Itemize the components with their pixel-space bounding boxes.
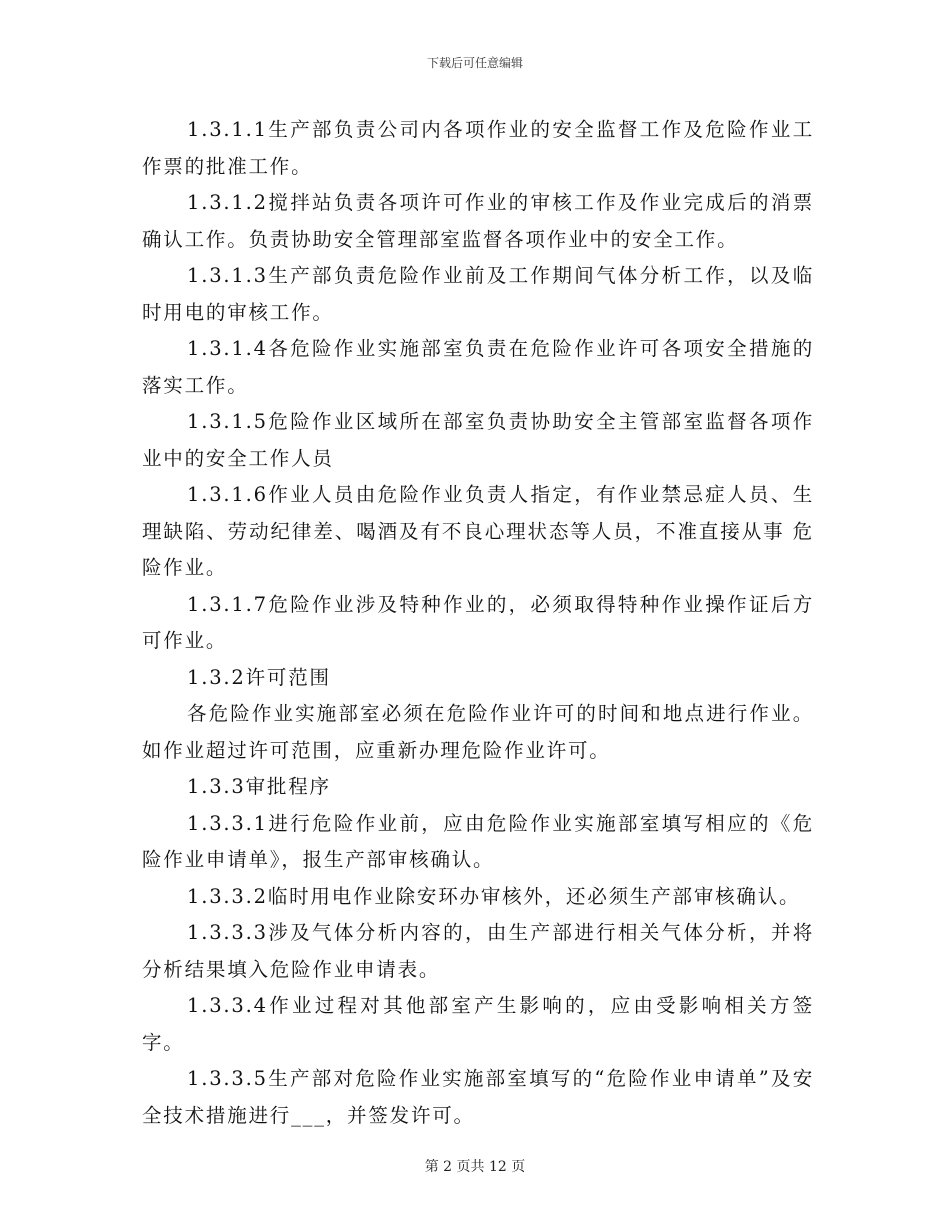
paragraph-1-3-1-1: 1.3.1.1生产部负责公司内各项作业的安全监督工作及危险作业工作票的批准工作。	[142, 118, 814, 178]
page-header: 下载后可任意编辑	[426, 56, 523, 70]
paragraph-1-3-3-4: 1.3.3.4作业过程对其他部室产生影响的，应由受影响相关方签字。	[142, 994, 814, 1054]
paragraph-1-3-1-4: 1.3.1.4各危险作业实施部室负责在危险作业许可各项安全措施的落实工作。	[142, 337, 814, 397]
section-heading-1-3-2: 1.3.2许可范围	[187, 665, 331, 689]
document-body	[142, 112, 814, 1134]
paragraph-1-3-1-5: 1.3.1.5危险作业区域所在部室负责协助安全主管部室监督各项作业中的安全工作人员	[142, 410, 814, 470]
paragraph-1-3-3-2: 1.3.3.2临时用电作业除安环办审核外，还必须生产部审核确认。	[187, 884, 801, 908]
page-number-footer: 第 2 页共 12 页	[424, 1159, 526, 1175]
paragraph-1-3-3-3: 1.3.3.3涉及气体分析内容的，由生产部进行相关气体分析，并将分析结果填入危险作业申请表。	[142, 921, 814, 981]
paragraph-permit-scope: 各危险作业实施部室必须在危险作业许可的时间和地点进行作业。如作业超过许可范围，应重新办理危险作业许可。	[142, 702, 814, 762]
paragraph-1-3-1-3: 1.3.1.3生产部负责危险作业前及工作期间气体分析工作，以及临时用电的审核工作。	[142, 264, 814, 324]
paragraph-1-3-1-7: 1.3.1.7危险作业涉及特种作业的，必须取得特种作业操作证后方可作业。	[142, 592, 814, 652]
paragraph-1-3-3-5: 1.3.3.5生产部对危险作业实施部室填写的“危险作业申请单”及安全技术措施进行___，并签发许可。	[142, 1067, 814, 1127]
section-heading-1-3-3: 1.3.3审批程序	[187, 775, 331, 798]
paragraph-1-3-1-2: 1.3.1.2搅拌站负责各项许可作业的审核工作及作业完成后的消票确认工作。负责协助安全管理部室监督各项作业中的安全工作。	[142, 191, 814, 251]
paragraph-1-3-1-6: 1.3.1.6作业人员由危险作业负责人指定，有作业禁忌症人员、生理缺陷、劳动纪律差、喝酒及有不良心理状态等人员，不准直接从事 危险作业。	[142, 483, 814, 579]
paragraph-1-3-3-1: 1.3.3.1进行危险作业前，应由危险作业实施部室填写相应的《危险作业申请单》，报生产部审核确认。	[142, 811, 814, 871]
